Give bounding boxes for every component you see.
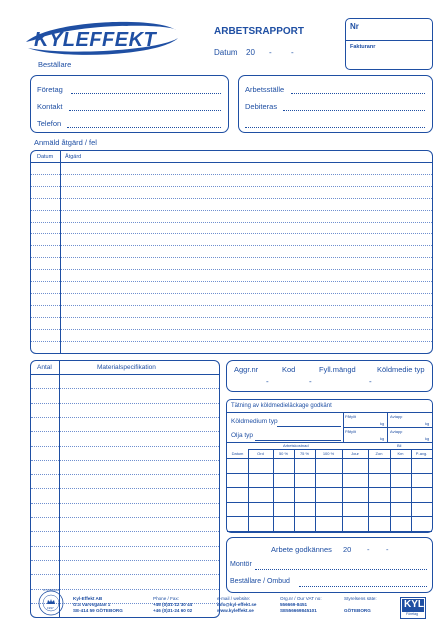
seat-info	[344, 596, 377, 614]
table-row-line	[31, 281, 432, 282]
cost-row-line	[227, 473, 432, 474]
email-info	[217, 596, 256, 614]
koldmedie-typ-header: Köldmedie typ	[377, 365, 425, 374]
avtapp-label-2: Avtapp	[390, 429, 403, 434]
aggregate-box	[226, 360, 433, 392]
kg-label-2: kg	[425, 421, 430, 426]
org-info	[280, 596, 322, 614]
approval-year: 20	[343, 545, 352, 554]
cost-column-header: Jour	[351, 451, 359, 456]
extra-field[interactable]	[245, 127, 425, 128]
kod-header: Kod	[282, 365, 296, 374]
table-row-line	[31, 198, 432, 199]
cost-column-header: 50 %	[278, 451, 289, 456]
table-row-line	[31, 488, 219, 489]
table-row-line	[31, 257, 432, 258]
column-line	[368, 449, 369, 532]
seat-city: GÖTEBORG	[344, 608, 371, 613]
kontakt-field[interactable]	[69, 110, 221, 111]
phone-number: +46 (0)31-12 30 44	[153, 602, 193, 607]
cost-column-header: 100 %	[322, 451, 335, 456]
website[interactable]: www.kyleffekt.se	[217, 608, 254, 613]
cost-row-line	[227, 516, 432, 517]
aggr-dash-2: -	[309, 377, 312, 386]
table-row-line	[31, 233, 432, 234]
approval-dash-2: -	[386, 545, 389, 554]
arbetskostnad-label: Arbetskostnad	[283, 443, 309, 448]
worksite-box	[238, 75, 433, 133]
bestallare-label: Beställare	[38, 60, 72, 69]
cost-column-header: 75 %	[299, 451, 310, 456]
org-label: Org.nr / Our VAT no:	[280, 596, 322, 601]
email-label: e-mail / website:	[217, 596, 251, 601]
ombud-field[interactable]	[299, 586, 427, 587]
table-row-line	[31, 388, 219, 389]
table-row-line	[31, 329, 432, 330]
column-line	[390, 449, 391, 532]
seal-crown-icon	[38, 590, 64, 616]
datum-dash-2: -	[291, 48, 294, 57]
kg-label-1: kg	[380, 421, 385, 426]
table-row-line	[31, 531, 219, 532]
column-line	[273, 449, 274, 532]
aggr-dash-3: -	[369, 377, 372, 386]
anmald-atgard-label: Anmäld åtgärd / fel	[34, 138, 97, 147]
table-row-line	[31, 245, 432, 246]
field-label-telefon: Telefon	[37, 119, 62, 128]
datum-label: Datum	[214, 48, 238, 57]
table-row-line	[31, 474, 219, 475]
datum-year: 20	[246, 48, 255, 57]
company-info	[73, 596, 123, 614]
datum-dash-1: -	[269, 48, 272, 57]
avtapp-label-1: Avtapp	[390, 414, 403, 419]
cost-column-header: Ord	[257, 451, 264, 456]
cost-column-header: Zon	[375, 451, 383, 456]
debiteras-field[interactable]	[283, 110, 425, 111]
aggr-dash-1: -	[266, 377, 269, 386]
table-row-line	[31, 186, 432, 187]
field-label-kontakt: Kontakt	[37, 102, 63, 111]
col-atgard-header: Åtgärd	[65, 154, 82, 160]
table-row-line	[31, 341, 432, 342]
seat-label: Styrelsens säte:	[344, 596, 377, 601]
column-line	[248, 449, 249, 532]
column-line	[342, 449, 343, 532]
table-row-line	[31, 403, 219, 404]
foretag-field[interactable]	[71, 93, 221, 94]
company-logo	[20, 20, 180, 58]
cost-row-line	[227, 531, 432, 532]
fyll-mangd-header: Fyll.mängd	[319, 365, 356, 374]
certification-seal	[38, 590, 64, 616]
nr-box[interactable]	[345, 18, 433, 70]
col-datum-header: Datum	[37, 154, 54, 160]
field-label-arbetsstalle: Arbetsställe	[245, 85, 285, 94]
column-line	[315, 449, 316, 532]
table-row-line	[31, 574, 219, 575]
pafyllt-label-2: Påfyllt	[345, 429, 356, 434]
seal-text: KYLMEDIAL	[43, 588, 60, 592]
seal-year: 1997	[47, 606, 54, 610]
column-line	[294, 449, 295, 532]
pafyllt-label-1: Påfyllt	[345, 414, 356, 419]
approval-dash-1: -	[367, 545, 370, 554]
leak-box	[226, 399, 433, 533]
field-label-montor: Montör	[230, 561, 252, 568]
table-row-line	[31, 269, 432, 270]
field-label-foretag: Företag	[37, 85, 63, 94]
leak-title: Tätning av köldmedieläckage godkänt	[231, 403, 332, 409]
table-row-line	[31, 210, 432, 211]
table-row-line	[31, 503, 219, 504]
company-name: Kyl-Effekt AB	[73, 596, 103, 601]
customer-box	[30, 75, 229, 133]
arbetsstalle-field[interactable]	[291, 93, 425, 94]
badge-sub: Företag	[406, 612, 419, 616]
bil-label: Bil	[397, 443, 402, 448]
table-row-line	[31, 222, 432, 223]
field-label-debiteras: Debiteras	[245, 102, 278, 111]
aggr-nr-header: Aggr.nr	[234, 365, 259, 374]
cost-column-header: Datum	[231, 451, 244, 456]
approval-title: Arbete godkännes	[271, 545, 332, 554]
email-address[interactable]: info@kyl-effekt.se	[217, 602, 257, 607]
badge-text: KYL	[404, 599, 424, 610]
table-row-line	[31, 546, 219, 547]
table-row-line	[31, 317, 432, 318]
table-row-line	[31, 446, 219, 447]
materials-table	[30, 360, 220, 618]
table-row-line	[31, 560, 219, 561]
kyl-badge	[400, 597, 426, 619]
approval-box	[226, 537, 433, 593]
montor-field[interactable]	[255, 569, 427, 570]
table-row-line	[31, 174, 432, 175]
fakturanr-label: Fakturanr	[350, 44, 376, 50]
field-label-koldmedium: Köldmedium typ	[231, 418, 278, 425]
field-label-bestallare-ombud: Beställare / Ombud	[230, 578, 290, 585]
table-row-line	[31, 305, 432, 306]
phone-info	[153, 596, 192, 614]
company-city: SE-414 59 GÖTEBORG	[73, 608, 123, 613]
table-row-line	[31, 517, 219, 518]
vat-number: SE556669845101	[280, 608, 317, 613]
fax-number: +46 (0)31-24 60 02	[153, 608, 193, 613]
cost-column-header: P-avg.	[415, 451, 428, 456]
logo-text: KYLEFFEKT	[34, 29, 157, 51]
col-antal-header: Antal	[37, 364, 52, 371]
phone-label: Phone / Fax:	[153, 596, 180, 601]
table-row-line	[31, 431, 219, 432]
cost-row-line	[227, 502, 432, 503]
kg-label-3: kg	[380, 436, 385, 441]
table-row-line	[31, 417, 219, 418]
org-number: 556669-8451	[280, 602, 308, 607]
table-row-line	[31, 460, 219, 461]
field-label-olja: Olja typ	[231, 432, 254, 439]
telefon-field[interactable]	[67, 127, 221, 128]
company-street: G:a Varvsgatan 1	[73, 602, 111, 607]
cost-row-line	[227, 487, 432, 488]
cost-column-header: Km	[397, 451, 404, 456]
nr-label: Nr	[350, 22, 359, 31]
action-table	[30, 150, 433, 354]
table-row-line	[31, 293, 432, 294]
col-spec-header: Materialspecifikation	[97, 364, 156, 371]
column-line	[411, 449, 412, 532]
document-title: ARBETSRAPPORT	[214, 26, 305, 37]
kg-label-4: kg	[425, 436, 430, 441]
